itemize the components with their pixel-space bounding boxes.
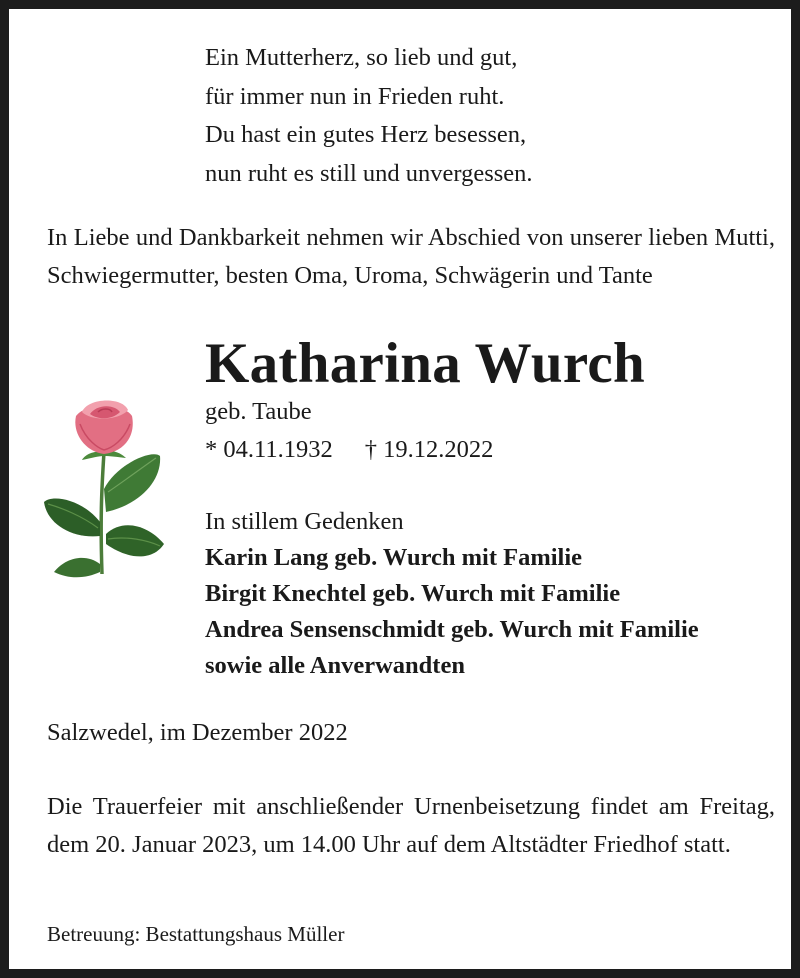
mourner-name: Birgit Knechtel geb. Wurch mit Familie xyxy=(205,580,621,607)
poem-line: Ein Mutterherz, so lieb und gut, xyxy=(205,44,518,71)
mourner-name: sowie alle Anverwandten xyxy=(205,652,465,679)
rose-icon xyxy=(42,394,177,584)
mourners-block xyxy=(205,504,699,684)
poem xyxy=(205,39,533,193)
deceased-name: Katharina Wurch xyxy=(205,332,646,395)
funeral-home: Betreuung: Bestattungshaus Müller xyxy=(47,922,345,946)
place-date: Salzwedel, im Dezember 2022 xyxy=(47,719,348,746)
ceremony-text: Die Trauerfeier mit anschließender Urnenbeisetzung findet am Freitag, dem 20. Januar 2023, um 14.00 Uhr auf dem Altstädter Friedhof statt. xyxy=(47,793,775,858)
poem-line: Du hast ein gutes Herz besessen, xyxy=(205,121,527,148)
mourner-name: Andrea Sensenschmidt geb. Wurch mit Familie xyxy=(205,616,699,643)
birth-name: geb. Taube xyxy=(205,398,312,425)
intro-text: In Liebe und Dankbarkeit nehmen wir Abschied von unserer lieben Mutti, Schwiegermutter, besten Oma, Uroma, Schwägerin und Tante xyxy=(47,224,775,289)
poem-line: nun ruht es still und unvergessen. xyxy=(205,159,533,187)
birth-date: * 04.11.1932 xyxy=(205,436,333,463)
life-dates xyxy=(205,431,493,469)
mourners-heading: In stillem Gedenken xyxy=(205,508,404,535)
death-date: † 19.12.2022 xyxy=(364,436,494,463)
poem-line: für immer nun in Frieden ruht. xyxy=(205,82,505,110)
mourner-name: Karin Lang geb. Wurch mit Familie xyxy=(205,544,583,571)
